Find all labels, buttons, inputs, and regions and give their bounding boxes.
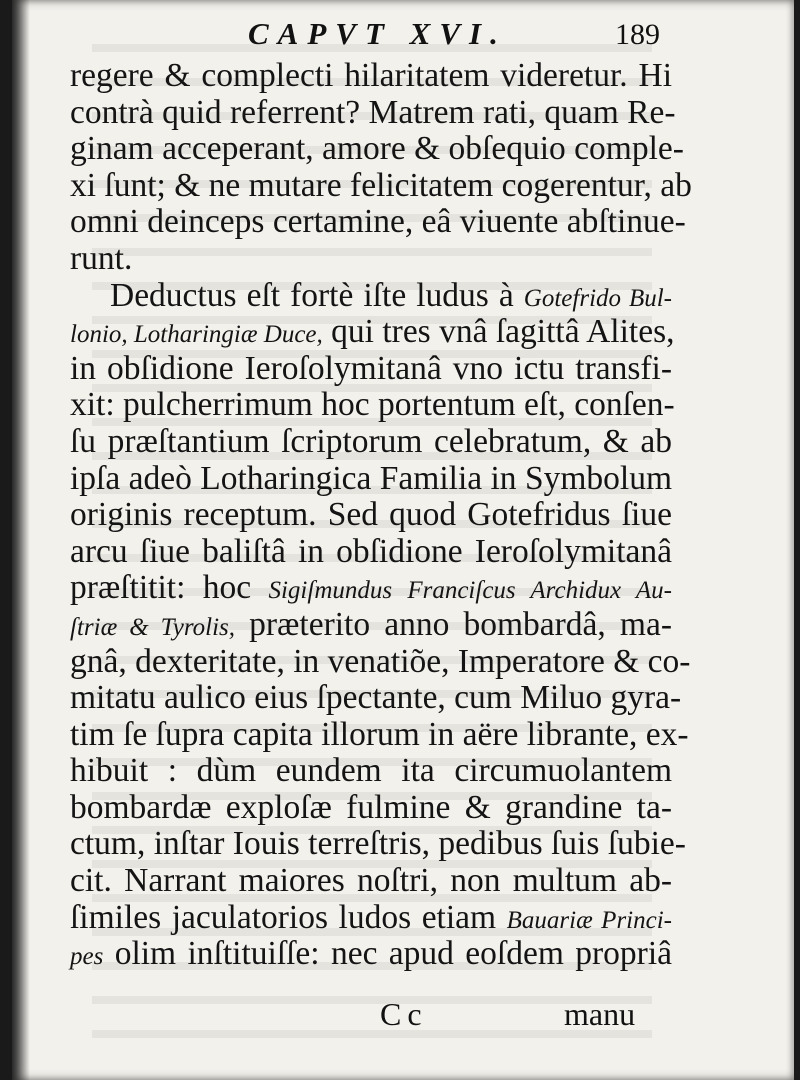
text-span: xit: pulcherrimum hoc portentum eſt, conſen- xyxy=(70,386,675,424)
book-page xyxy=(12,0,794,1080)
body-text xyxy=(70,57,692,973)
text-line xyxy=(70,863,672,900)
text-line xyxy=(70,534,672,571)
text-span: tim ſe ſupra capita illorum in aëre librante, ex- xyxy=(70,715,689,753)
text-span: qui tres vnâ ſagittâ Alites, xyxy=(322,313,675,351)
text-span: cit. Narrant maiores noſtri, non multum ab- xyxy=(70,862,672,900)
text-span: ſu præſtantium ſcriptorum celebratum, & ab xyxy=(70,422,672,460)
text-span: gnâ, dexteritate, in venatiõe, Imperatore & co- xyxy=(70,642,691,680)
text-line xyxy=(70,58,672,95)
text-line xyxy=(70,278,672,315)
text-line xyxy=(70,715,689,754)
text-line xyxy=(70,241,672,278)
text-line xyxy=(70,461,672,498)
text-span: xi ſunt; & ne mutare felicitatem cogerentur, ab xyxy=(70,166,692,204)
text-line xyxy=(70,900,672,937)
text-span: originis receptum. Sed quod Gotefridus ſiue xyxy=(70,496,672,534)
italic-name-span: lonio, Lotharingiæ Duce, xyxy=(70,321,323,349)
text-span: hibuit : dùm eundem ita circumuolantem xyxy=(70,752,672,790)
page-number: 189 xyxy=(615,18,660,51)
text-span: ginam acceperant, amore & obſequio comple- xyxy=(70,130,684,168)
page-gutter-shadow xyxy=(12,0,30,1080)
page-header xyxy=(12,14,794,54)
text-line xyxy=(70,351,672,388)
signature-mark: Cc xyxy=(380,996,428,1032)
text-span: præterito anno bombardâ, ma- xyxy=(235,605,672,643)
text-span: ipſa adeò Lotharingica Familia in Symbolum xyxy=(70,459,672,497)
italic-name-span: Gotefrido Bul- xyxy=(523,284,672,312)
text-span: runt. xyxy=(70,239,133,277)
text-span: olim inſtituiſſe: nec apud eoſdem propriâ xyxy=(103,935,672,973)
italic-name-span: Bauariæ Princi- xyxy=(506,906,672,934)
text-span: arcu ſiue baliſtâ in obſidione Ieroſolymitanâ xyxy=(70,532,672,570)
text-span: Deductus eſt fortè iſte ludus à xyxy=(110,276,524,314)
text-line xyxy=(70,936,672,973)
text-line xyxy=(70,790,672,827)
italic-name-span: ſtriæ & Tyrolis, xyxy=(70,613,236,641)
text-span: ſimiles jaculatorios ludos etiam xyxy=(70,898,507,936)
text-span: omni deinceps certamine, eâ viuente abſtinue- xyxy=(70,203,686,241)
text-line xyxy=(70,607,672,644)
text-line xyxy=(70,386,675,424)
text-span: in obſidione Ieroſolymitanâ vno ictu transfi- xyxy=(70,349,672,387)
text-line xyxy=(70,424,672,461)
text-line xyxy=(70,497,672,534)
running-title: CAPVT XVI. xyxy=(248,16,507,51)
text-line xyxy=(70,570,672,607)
italic-name-span: pes xyxy=(70,943,104,971)
text-span: ctum, inſtar Iouis terreſtris, pedibus ſuis ſubie- xyxy=(70,825,686,863)
text-span: regere & complecti hilaritatem videretur. Hi xyxy=(70,57,672,94)
text-span: contrà quid referrent? Matrem rati, quam Re- xyxy=(70,93,676,131)
text-span: præſtitit: hoc xyxy=(70,569,269,607)
catchword: manu xyxy=(564,996,636,1032)
text-line xyxy=(70,166,692,205)
text-line xyxy=(70,753,672,790)
text-span: mitatu aulico eius ſpectante, cum Miluo gyra- xyxy=(70,679,682,717)
italic-name-span: Sigiſmundus Franciſcus Archidux Au- xyxy=(268,577,672,605)
text-line xyxy=(70,93,676,132)
text-line xyxy=(70,130,684,168)
text-line xyxy=(70,825,686,863)
page-footer xyxy=(12,996,794,1036)
text-line xyxy=(70,642,691,681)
text-line xyxy=(70,679,682,717)
text-span: bombardæ exploſæ fulmine & grandine ta- xyxy=(70,788,672,826)
text-line xyxy=(70,313,675,351)
text-line xyxy=(70,203,686,241)
